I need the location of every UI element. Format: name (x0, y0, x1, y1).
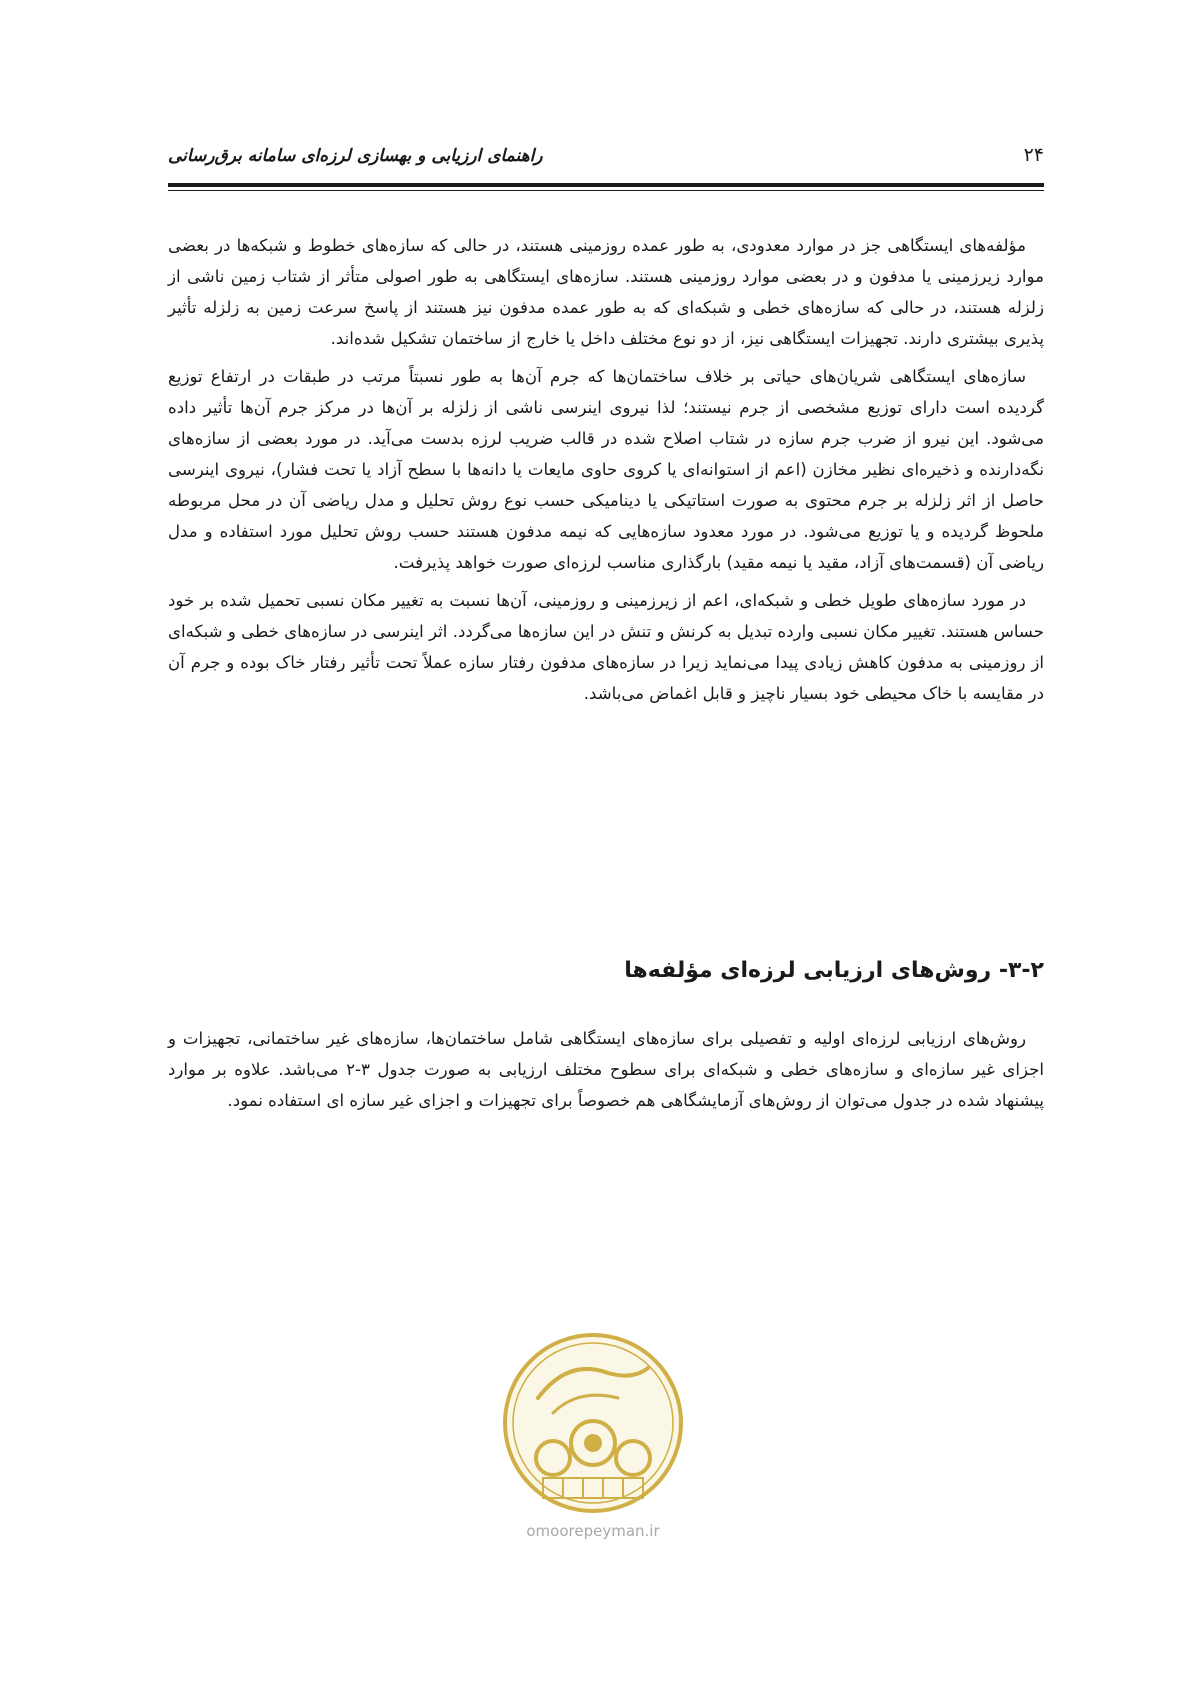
header-rule-thick (168, 183, 1044, 187)
section-text (168, 1023, 1044, 1116)
watermark (488, 1328, 698, 1540)
running-title: راهنمای ارزیابی و بهسازی لرزه‌ای سامانه برق‌رسانی (168, 146, 543, 166)
paragraph-3: در مورد سازه‌های طویل خطی و شبکه‌ای، اعم از زیرزمینی و روزمینی، آن‌ها نسبت به تغییر مکان نسبی تحمیل شده بر خود حساس هستند. تغییر مکان نسبی وارده تبدیل به کرنش و تنش در این سازه‌ها می‌گردد. اثر اینرسی در سازه‌های خطی و شبکه‌ای از روزمینی به مدفون کاهش زیادی پیدا می‌نماید زیرا در سازه‌های مدفون رفتار سازه عملاً تحت تأثیر رفتار خاک بوده و جرم آن در مقایسه با خاک محیطی خود بسیار ناچیز و قابل اغماض می‌باشد. (168, 591, 1044, 703)
paragraph-2: سازه‌های ایستگاهی شریان‌های حیاتی بر خلاف ساختمان‌ها که جرم آن‌ها به طور نسبتاً مرتب در طبقات در ارتفاع توزیع گردیده است دارای توزیع مشخصی از جرم نیستند؛ لذا نیروی اینرسی ناشی از زلزله بر آن‌ها در مرکز جرم آن‌ها تأثیر داده می‌شود. این نیرو از ضرب جرم سازه در شتاب اصلاح شده در قالب ضریب لرزه بدست می‌آید. در مورد بعضی از سازه‌های نگه‌دارنده و ذخیره‌ای نظیر مخازن (اعم از استوانه‌ای یا کروی حاوی مایعات یا دانه‌ها با سطح آزاد یا تحت فشار)، نیروی اینرسی حاصل از اثر زلزله بر جرم محتوی به صورت استاتیکی یا دینامیکی حسب نوع روش تحلیل و مدل ریاضی آن در محل مربوطه ملحوظ گردیده و یا توزیع می‌شود. در مورد معدود سازه‌هایی که نیمه مدفون هستند حسب روش تحلیل مورد استفاده و مدل ریاضی آن (قسمت‌های آزاد، مقید یا نیمه مقید) بارگذاری مناسب لرزه‌ای صورت خواهد پذیرفت. (168, 367, 1044, 572)
watermark-url: omoorepeyman.ir (526, 1522, 660, 1540)
watermark-logo-icon (498, 1328, 688, 1518)
header-rule-thin (168, 190, 1044, 191)
section-paragraph: روش‌های ارزیابی لرزه‌ای اولیه و تفصیلی برای سازه‌های ایستگاهی شامل ساختمان‌ها، سازه‌های غیر ساختمانی، تجهیزات و اجزای غیر سازه‌ای و سازه‌های خطی و شبکه‌ای برای سطوح مختلف ارزیابی به صورت جدول ۳-۲ می‌باشد. علاوه بر موارد پیشنهاد شده در جدول می‌توان از روش‌های آزمایشگاهی هم خصوصاً برای تجهیزات و اجزای غیر سازه ای استفاده نمود. (168, 1029, 1045, 1110)
page-number: ۲۴ (1023, 144, 1044, 166)
body-text (168, 230, 1044, 716)
paragraph-1: مؤلفه‌های ایستگاهی جز در موارد معدودی، به طور عمده روزمینی هستند، در حالی که سازه‌های خطوط و شبکه‌ها در بعضی موارد زیرزمینی یا مدفون و در بعضی موارد روزمینی هستند. سازه‌های ایستگاهی به طور اصولی متأثر از شتاب زمین ناشی از زلزله هستند، در حالی که سازه‌های خطی و شبکه‌ای که به طور عمده مدفون نیز هستند از پاسخ سرعت زمین به زلزله تأثیر پذیری بیشتری دارند. تجهیزات ایستگاهی نیز، از دو نوع مختلف داخل یا خارج از ساختمان تشکیل شده‌اند. (168, 236, 1044, 348)
section-heading: ۳-۲- روش‌های ارزیابی لرزه‌ای مؤلفه‌ها (624, 958, 1044, 983)
page-header (168, 138, 1044, 178)
